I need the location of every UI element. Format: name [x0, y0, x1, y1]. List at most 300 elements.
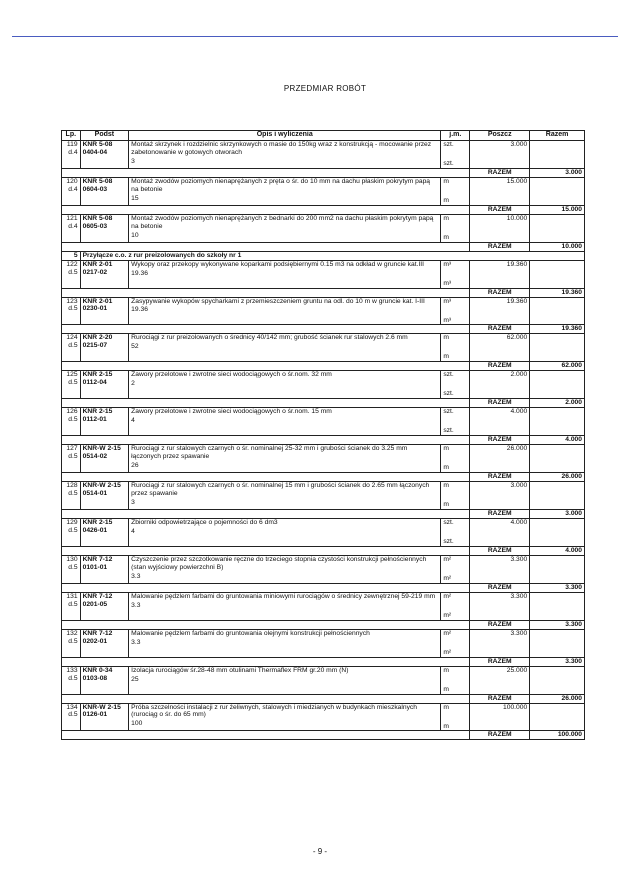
item-basis-cell: [80, 141, 129, 169]
sum-value: 3.000: [530, 168, 585, 177]
sum-row: [62, 436, 585, 445]
section-title: Przyłącze c.o. z rur preizolowanych do szkoły nr 1: [80, 251, 584, 260]
item-basis-catalog: KNR 7-12: [82, 629, 113, 637]
item-partial-quantity: 3.300: [470, 592, 530, 620]
item-number-cell: [62, 177, 81, 205]
item-calculation: 52: [131, 343, 139, 351]
item-unit-repeat: m: [443, 722, 449, 730]
sum-value: 2.000: [530, 399, 585, 408]
item-description-cell: [129, 334, 441, 362]
item-section-code: d.5: [68, 453, 78, 461]
item-basis-table: 0604-03: [82, 185, 108, 193]
item-calculation: 2: [131, 380, 135, 388]
item-description-cell: [129, 408, 441, 436]
sum-value: 4.000: [530, 436, 585, 445]
item-number-cell: [62, 555, 81, 583]
item-partial-quantity: 25.000: [470, 666, 530, 694]
sum-spacer: [62, 436, 470, 445]
item-number: 134: [66, 703, 78, 711]
item-description: Rurociągi z rur stalowych czarnych o śr. nominalnej 25-32 mm i grubości ścianek do 3.25 mm łączonych przez spawanie: [131, 445, 408, 461]
item-basis-table: 0514-01: [82, 489, 108, 497]
sum-label: RAZEM: [470, 731, 530, 740]
bill-of-quantities-table: [61, 130, 585, 740]
section-row: [62, 251, 585, 260]
item-number-cell: [62, 408, 81, 436]
sum-spacer: [62, 288, 470, 297]
item-total-empty: [530, 141, 585, 169]
sum-row: [62, 473, 585, 482]
item-unit-cell: [441, 666, 470, 694]
sum-spacer: [62, 546, 470, 555]
item-partial-quantity: 19.360: [470, 260, 530, 288]
item-unit-cell: [441, 371, 470, 399]
sum-value: 4.000: [530, 546, 585, 555]
sum-spacer: [62, 242, 470, 251]
item-basis-cell: [80, 408, 129, 436]
sum-spacer: [62, 731, 470, 740]
item-unit-repeat: m: [443, 685, 449, 693]
item-number: 131: [66, 592, 78, 600]
item-unit: m³: [443, 260, 452, 268]
item-number: 130: [66, 555, 78, 563]
item-section-code: d.5: [68, 711, 78, 719]
item-number: 119: [66, 141, 78, 148]
item-calculation: 3: [131, 498, 135, 506]
item-basis-catalog: KNR-W 2-15: [82, 703, 121, 711]
item-section-code: d.5: [68, 563, 78, 571]
sum-value: 100.000: [530, 731, 585, 740]
item-unit-repeat: szt.: [443, 160, 454, 167]
scan-edge-line: [12, 36, 618, 41]
header-poszcz: Poszcz: [470, 131, 530, 141]
item-basis-catalog: KNR-W 2-15: [82, 482, 121, 490]
item-calculation: 4: [131, 417, 135, 425]
sum-value: 19.360: [530, 288, 585, 297]
item-basis-table: 0215-07: [82, 342, 108, 350]
sum-row: [62, 583, 585, 592]
item-basis-cell: [80, 334, 129, 362]
item-basis-table: 0202-01: [82, 637, 108, 645]
item-unit: szt.: [443, 141, 454, 148]
item-unit: szt.: [443, 371, 454, 379]
item-total-empty: [530, 666, 585, 694]
header-razem: Razem: [530, 131, 585, 141]
item-description-cell: [129, 141, 441, 169]
item-description: Montaż zwodów poziomych nienaprężanych z bednarki do 200 mm2 na dachu płaskim pokrytym papą na betonie: [131, 214, 434, 230]
item-partial-quantity: 19.360: [470, 297, 530, 325]
sum-value: 3.300: [530, 620, 585, 629]
item-basis-table: 0101-01: [82, 563, 108, 571]
item-total-empty: [530, 592, 585, 620]
item-description: Zawory przelotowe i zwrotne sieci wodociągowych o śr.nom. 32 mm: [131, 371, 332, 379]
sum-row: [62, 509, 585, 518]
sum-row: [62, 288, 585, 297]
item-number: 132: [66, 629, 78, 637]
item-unit-cell: [441, 177, 470, 205]
item-total-empty: [530, 445, 585, 473]
sum-row: [62, 620, 585, 629]
sum-row: [62, 694, 585, 703]
item-basis-cell: [80, 555, 129, 583]
table-row: [62, 260, 585, 288]
sum-label: RAZEM: [470, 205, 530, 214]
item-partial-quantity: 62.000: [470, 334, 530, 362]
sum-row: [62, 242, 585, 251]
item-unit-repeat: m³: [443, 279, 452, 287]
item-number-cell: [62, 141, 81, 169]
sum-label: RAZEM: [470, 620, 530, 629]
item-unit-cell: [441, 703, 470, 731]
item-unit-cell: [441, 629, 470, 657]
item-section-code: d.4: [68, 185, 78, 193]
item-description-cell: [129, 629, 441, 657]
item-total-empty: [530, 703, 585, 731]
item-basis-table: 0112-04: [82, 379, 107, 387]
item-basis-table: 0404-04: [82, 148, 108, 156]
item-number: 127: [66, 445, 78, 453]
sum-row: [62, 205, 585, 214]
item-unit-cell: [441, 555, 470, 583]
sum-row: [62, 168, 585, 177]
item-section-code: d.4: [68, 222, 78, 230]
item-unit-repeat: m: [443, 196, 449, 204]
item-number: 123: [66, 297, 78, 305]
header-jm: j.m.: [441, 131, 470, 141]
item-number: 124: [66, 334, 78, 342]
item-number-cell: [62, 482, 81, 510]
item-section-code: d.5: [68, 637, 78, 645]
item-unit: szt.: [443, 518, 454, 526]
table-header-row: [62, 131, 585, 141]
sum-value: 19.360: [530, 325, 585, 334]
sum-label: RAZEM: [470, 325, 530, 334]
sum-spacer: [62, 473, 470, 482]
item-section-code: d.5: [68, 268, 78, 276]
item-number: 122: [66, 260, 78, 268]
item-basis-cell: [80, 297, 129, 325]
item-description-cell: [129, 297, 441, 325]
item-unit: m: [443, 177, 449, 185]
item-description-cell: [129, 666, 441, 694]
sum-value: 10.000: [530, 242, 585, 251]
item-unit-repeat: m: [443, 464, 449, 472]
item-description-cell: [129, 482, 441, 510]
item-calculation: 10: [131, 231, 139, 239]
item-unit: m: [443, 445, 449, 453]
item-description: Montaż zwodów poziomych nienaprężanych z pręta o śr. do 10 mm na dachu płaskim pokrytym papą na betonie: [131, 177, 431, 193]
item-description: Czyszczenie przez szczotkowanie ręczne do trzeciego stopnia czystości konstrukcji pełnościennych (stan wyjściowy powierzchni B): [131, 555, 427, 571]
item-section-code: d.4: [68, 148, 78, 156]
item-number-cell: [62, 629, 81, 657]
item-basis-catalog: KNR 0-34: [82, 666, 113, 674]
item-description: Montaż skrzynek i rozdzielnic skrzynkowych o masie do 150kg wraz z konstrukcją - mocowanie przez zabetonowanie w gotowych otworach: [131, 141, 432, 156]
table-row: [62, 555, 585, 583]
item-description: Rurociągi z rur stalowych czarnych o śr. nominalnej 15 mm i grubości ścianek do 2.65 mm łączonych przez spawanie: [131, 482, 430, 497]
item-basis-catalog: KNR 2-01: [82, 260, 113, 268]
item-partial-quantity: 4.000: [470, 518, 530, 546]
sum-row: [62, 657, 585, 666]
item-basis-cell: [80, 482, 129, 510]
item-basis-catalog: KNR 7-12: [82, 592, 113, 600]
item-total-empty: [530, 518, 585, 546]
item-unit: m: [443, 666, 449, 674]
sum-value: 26.000: [530, 473, 585, 482]
sum-spacer: [62, 362, 470, 371]
item-basis-table: 0126-01: [82, 711, 108, 719]
item-basis-cell: [80, 703, 129, 731]
item-description: Zbiorniki odpowietrzające o pojemności do 6 dm3: [131, 518, 278, 526]
sum-label: RAZEM: [470, 509, 530, 518]
item-basis-table: 0514-02: [82, 453, 108, 461]
item-partial-quantity: 100.000: [470, 703, 530, 731]
item-unit-cell: [441, 445, 470, 473]
sum-spacer: [62, 399, 470, 408]
item-description: Malowanie pędzlem farbami do gruntowania miniowymi rurociągów o średnicy zewnętrznej 59-219 mm: [131, 592, 436, 600]
item-partial-quantity: 2.000: [470, 371, 530, 399]
item-calculation: 25: [131, 675, 139, 683]
sum-spacer: [62, 205, 470, 214]
item-number: 133: [66, 666, 78, 674]
item-unit-cell: [441, 518, 470, 546]
item-unit: szt.: [443, 408, 454, 416]
item-total-empty: [530, 629, 585, 657]
item-unit-repeat: szt.: [443, 390, 454, 398]
item-unit: m: [443, 214, 449, 222]
item-unit-cell: [441, 482, 470, 510]
item-number: 125: [66, 371, 78, 379]
item-description: Zawory przelotowe i zwrotne sieci wodociągowych o śr.nom. 15 mm: [131, 408, 332, 416]
item-number: 128: [66, 482, 78, 490]
item-unit-cell: [441, 297, 470, 325]
item-description-cell: [129, 703, 441, 731]
page-number: - 9 -: [312, 847, 328, 856]
item-total-empty: [530, 334, 585, 362]
item-description-cell: [129, 177, 441, 205]
item-basis-catalog: KNR 5-08: [82, 214, 113, 222]
item-calculation: 100: [131, 720, 143, 728]
sum-row: [62, 546, 585, 555]
table-row: [62, 518, 585, 546]
item-section-code: d.5: [68, 489, 78, 497]
item-unit: m: [443, 703, 449, 711]
item-calculation: 3: [131, 157, 135, 165]
item-partial-quantity: 26.000: [470, 445, 530, 473]
item-number-cell: [62, 518, 81, 546]
sum-value: 26.000: [530, 694, 585, 703]
sum-value: 3.000: [530, 509, 585, 518]
item-calculation: 19.36: [131, 269, 148, 277]
item-partial-quantity: 15.000: [470, 177, 530, 205]
item-partial-quantity: 4.000: [470, 408, 530, 436]
item-total-empty: [530, 482, 585, 510]
item-calculation: 4: [131, 527, 135, 535]
item-basis-cell: [80, 177, 129, 205]
sum-spacer: [62, 509, 470, 518]
table-row: [62, 629, 585, 657]
item-description-cell: [129, 445, 441, 473]
header-podst: Podst: [80, 131, 129, 141]
item-basis-cell: [80, 260, 129, 288]
sum-row: [62, 325, 585, 334]
item-unit-repeat: m: [443, 501, 449, 509]
table-row: [62, 592, 585, 620]
item-unit-cell: [441, 334, 470, 362]
sum-value: 62.000: [530, 362, 585, 371]
item-number-cell: [62, 260, 81, 288]
item-description-cell: [129, 371, 441, 399]
sum-label: RAZEM: [470, 473, 530, 482]
item-section-code: d.5: [68, 416, 78, 424]
item-calculation: 3.3: [131, 638, 141, 646]
item-calculation: 3.3: [131, 572, 141, 580]
item-unit-cell: [441, 141, 470, 169]
section-number: 5: [62, 251, 81, 260]
document-title: PRZEDMIAR ROBÓT: [283, 84, 367, 93]
item-number-cell: [62, 297, 81, 325]
item-unit-repeat: m²: [443, 611, 452, 619]
item-description: Izolacja rurociągów śr.28-48 mm otulinami Thermaflex FRM gr.20 mm (N): [131, 666, 349, 674]
item-section-code: d.5: [68, 342, 78, 350]
item-total-empty: [530, 371, 585, 399]
item-section-code: d.5: [68, 305, 78, 313]
item-calculation: 26: [131, 461, 139, 469]
item-unit: m: [443, 482, 449, 490]
item-unit-cell: [441, 592, 470, 620]
item-basis-catalog: KNR 2-15: [82, 371, 113, 379]
sum-spacer: [62, 694, 470, 703]
item-basis-cell: [80, 592, 129, 620]
item-total-empty: [530, 297, 585, 325]
item-number: 129: [66, 518, 78, 526]
sum-label: RAZEM: [470, 436, 530, 445]
item-total-empty: [530, 408, 585, 436]
item-partial-quantity: 3.000: [470, 482, 530, 510]
item-description-cell: [129, 260, 441, 288]
table-row: [62, 445, 585, 473]
sum-label: RAZEM: [470, 288, 530, 297]
table-row: [62, 371, 585, 399]
item-basis-table: 0426-01: [82, 526, 108, 534]
item-basis-cell: [80, 629, 129, 657]
item-unit-repeat: m: [443, 353, 449, 361]
sum-spacer: [62, 583, 470, 592]
sum-row: [62, 362, 585, 371]
item-basis-table: 0103-08: [82, 674, 108, 682]
item-basis-catalog: KNR-W 2-15: [82, 445, 121, 453]
item-number-cell: [62, 666, 81, 694]
item-number: 120: [66, 177, 78, 185]
item-unit: m: [443, 334, 449, 342]
sum-label: RAZEM: [470, 546, 530, 555]
item-number: 121: [66, 214, 78, 222]
table-row: [62, 482, 585, 510]
item-basis-cell: [80, 371, 129, 399]
sum-label: RAZEM: [470, 583, 530, 592]
item-number-cell: [62, 334, 81, 362]
sum-label: RAZEM: [470, 242, 530, 251]
item-basis-catalog: KNR 2-01: [82, 297, 113, 305]
item-section-code: d.5: [68, 600, 78, 608]
item-total-empty: [530, 214, 585, 242]
table-row: [62, 141, 585, 169]
item-unit-repeat: m³: [443, 316, 452, 324]
item-unit-cell: [441, 408, 470, 436]
sum-label: RAZEM: [470, 399, 530, 408]
sum-label: RAZEM: [470, 694, 530, 703]
sum-row: [62, 399, 585, 408]
table-row: [62, 177, 585, 205]
item-description: Próba szczelności instalacji z rur żeliwnych, stalowych i miedzianych w budynkach mieszkalnych (rurociąg o śr. do 65 mm): [131, 703, 417, 719]
sum-spacer: [62, 620, 470, 629]
item-partial-quantity: 3.300: [470, 629, 530, 657]
item-unit-cell: [441, 260, 470, 288]
item-basis-catalog: KNR 2-15: [82, 408, 113, 416]
sum-value: 3.300: [530, 657, 585, 666]
item-basis-cell: [80, 518, 129, 546]
item-basis-cell: [80, 214, 129, 242]
item-unit-repeat: m²: [443, 648, 452, 656]
item-calculation: 15: [131, 194, 139, 202]
table-row: [62, 703, 585, 731]
item-number: 126: [66, 408, 78, 416]
sum-label: RAZEM: [470, 168, 530, 177]
header-opis: Opis i wyliczenia: [129, 131, 441, 141]
item-description: Zasypywanie wykopów spycharkami z przemieszczeniem gruntu na odl. do 10 m w gruncie kat. I-III: [131, 297, 425, 305]
item-unit-repeat: m: [443, 233, 449, 241]
sum-value: 15.000: [530, 205, 585, 214]
item-number-cell: [62, 214, 81, 242]
item-basis-catalog: KNR 2-15: [82, 518, 113, 526]
table-row: [62, 408, 585, 436]
table-row: [62, 297, 585, 325]
table-row: [62, 666, 585, 694]
item-unit: m³: [443, 297, 452, 305]
sum-label: RAZEM: [470, 362, 530, 371]
item-unit-repeat: szt.: [443, 537, 454, 545]
sum-label: RAZEM: [470, 657, 530, 666]
item-unit: m²: [443, 629, 452, 637]
item-total-empty: [530, 260, 585, 288]
sum-row: [62, 731, 585, 740]
item-basis-catalog: KNR 2-20: [82, 334, 113, 342]
item-description-cell: [129, 214, 441, 242]
item-basis-catalog: KNR 7-12: [82, 555, 113, 563]
sum-spacer: [62, 168, 470, 177]
sum-spacer: [62, 325, 470, 334]
item-number-cell: [62, 371, 81, 399]
item-basis-table: 0230-01: [82, 305, 108, 313]
item-unit: m²: [443, 555, 452, 563]
table-row: [62, 334, 585, 362]
item-basis-table: 0201-05: [82, 600, 108, 608]
item-basis-cell: [80, 445, 129, 473]
item-unit-repeat: szt.: [443, 427, 454, 435]
sum-value: 3.300: [530, 583, 585, 592]
item-basis-catalog: KNR 5-08: [82, 177, 113, 185]
item-description-cell: [129, 592, 441, 620]
item-section-code: d.5: [68, 526, 78, 534]
item-basis-catalog: KNR 5-08: [82, 141, 113, 148]
item-description: Rurociągi z rur preizolowanych o średnicy 40/142 mm; grubość ścianek rur stalowych 2.6 mm: [131, 334, 408, 342]
item-basis-table: 0217-02: [82, 268, 108, 276]
item-partial-quantity: 3.000: [470, 141, 530, 169]
item-unit-repeat: m²: [443, 574, 452, 582]
item-description-cell: [129, 518, 441, 546]
item-number-cell: [62, 445, 81, 473]
item-number-cell: [62, 592, 81, 620]
item-unit-cell: [441, 214, 470, 242]
item-number-cell: [62, 703, 81, 731]
